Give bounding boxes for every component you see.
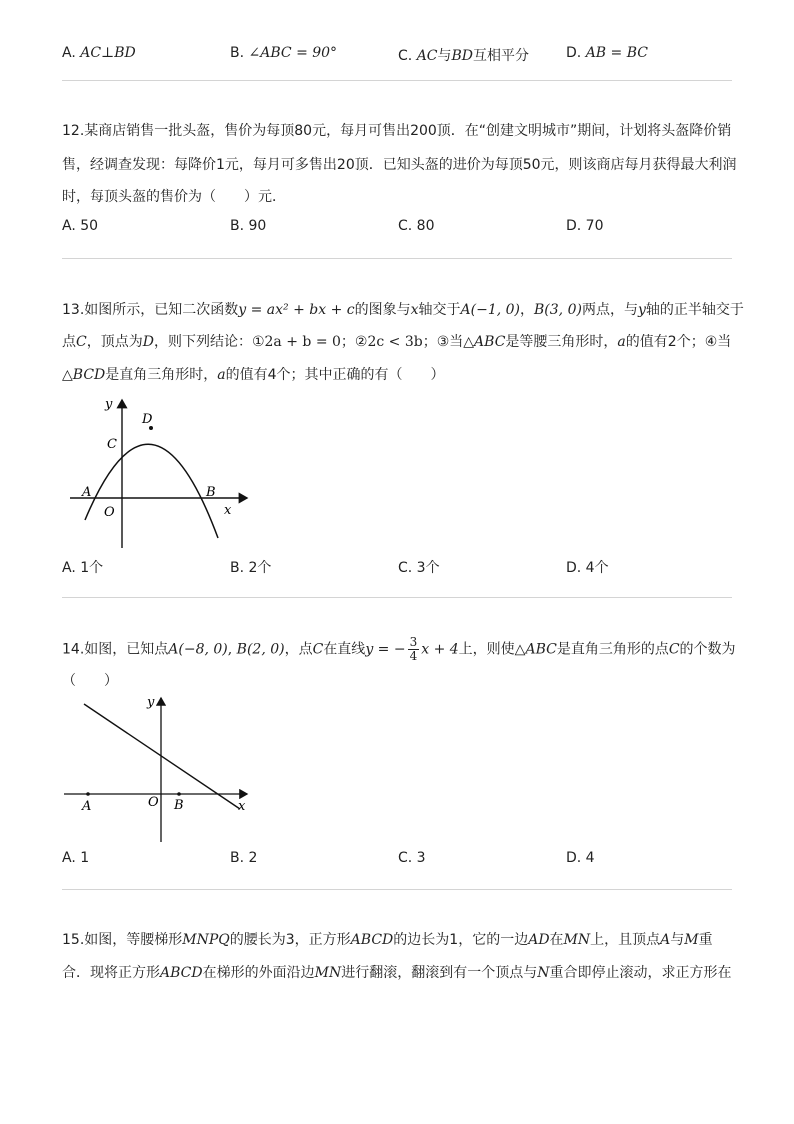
divider — [62, 258, 732, 259]
point-b-label: B — [206, 485, 216, 500]
point-b-label: B — [174, 798, 184, 813]
q13-parabola-figure — [62, 390, 262, 552]
q12-option-a[interactable]: A. 50 — [62, 218, 99, 234]
q12-option-d[interactable]: D. 70 — [566, 218, 604, 234]
divider — [62, 597, 732, 598]
y-axis-label: y — [105, 397, 113, 412]
point-d-label: D — [142, 412, 153, 427]
origin-label: O — [148, 795, 159, 810]
q14-option-c[interactable]: C. 3 — [398, 850, 426, 866]
point-b — [177, 792, 181, 796]
q13-options — [62, 557, 752, 577]
q14-option-a[interactable]: A. 1 — [62, 850, 90, 866]
q14-line-2: （ ） — [62, 673, 118, 689]
q15-line-2: 合．现将正方形ABCD在梯形的外面沿边MN进行翻滚，翻滚到有一个顶点与N重合即停止滚动，求正方形在 — [62, 965, 732, 981]
q13-line-1: 13.如图所示，已知二次函数y = ax² + bx + c的图象与x轴交于A(−1, 0)，B(3, 0)两点，与y轴的正半轴交于 — [62, 302, 744, 318]
q12-option-b[interactable]: B. 90 — [230, 218, 267, 234]
q13-option-b[interactable]: B. 2个 — [230, 560, 272, 576]
fraction: $\frac{3}{4}$ — [409, 635, 418, 663]
q11-option-d[interactable]: D. AB = BC — [566, 45, 648, 61]
x-axis-label: x — [224, 503, 232, 518]
origin-label: O — [104, 505, 115, 520]
q13-option-d[interactable]: D. 4个 — [566, 560, 609, 576]
q12-option-c[interactable]: C. 80 — [398, 218, 435, 234]
q14-options — [62, 850, 752, 870]
point-a-label: A — [82, 799, 92, 814]
q13-line-2: 点C，顶点为D，则下列结论：①2a + b = 0；②2c < 3b；③当△ABC是等腰三角形时，a的值有2个；④当 — [62, 334, 732, 350]
q12-line-3: 时，每顶头盔的售价为（ ）元． — [62, 189, 286, 205]
q13-line-3: △BCD是直角三角形时，a的值有4个；其中正确的有（ ） — [62, 367, 445, 383]
q15-line-1: 15.如图，等腰梯形MNPQ的腰长为3，正方形ABCD的边长为1，它的一边AD在MN上，且顶点A与M重 — [62, 932, 713, 948]
q14-option-d[interactable]: D. 4 — [566, 850, 595, 866]
q14-line-figure — [62, 692, 262, 844]
q13-option-a[interactable]: A. 1个 — [62, 560, 104, 576]
q12-line-1: 12.某商店销售一批头盔，售价为每顶80元，每月可售出200顶．在“创建文明城市”期间，计划将头盔降价销 — [62, 123, 732, 139]
parabola-curve — [85, 444, 218, 538]
point-c-label: C — [107, 437, 117, 452]
q11-option-c[interactable]: C. AC与BD互相平分 — [398, 48, 530, 64]
line-graph — [84, 704, 240, 809]
y-axis-label: y — [147, 695, 155, 710]
q12-options — [62, 218, 752, 238]
divider — [62, 889, 732, 890]
q11-options — [62, 45, 752, 65]
point-a-label: A — [82, 485, 92, 500]
x-axis-label: x — [238, 799, 246, 814]
q14-option-b[interactable]: B. 2 — [230, 850, 258, 866]
point-a — [86, 792, 90, 796]
q13-option-c[interactable]: C. 3个 — [398, 560, 440, 576]
divider — [62, 80, 732, 81]
q11-option-a[interactable]: A. AC⊥BD — [62, 45, 136, 61]
q14-line-1: 14.如图，已知点A(−8, 0), B(2, 0)，点C在直线y = − $\frac{3}{4}$ x + 4上，则使△ABC是直角三角形的点C的个数为 — [62, 635, 736, 663]
q12-line-2: 售，经调查发现：每降价1元，每月可多售出20顶．已知头盔的进价为每顶50元，则该商店每月获得最大利润 — [62, 157, 737, 173]
q11-option-b[interactable]: B. ∠ABC = 90° — [230, 45, 338, 61]
